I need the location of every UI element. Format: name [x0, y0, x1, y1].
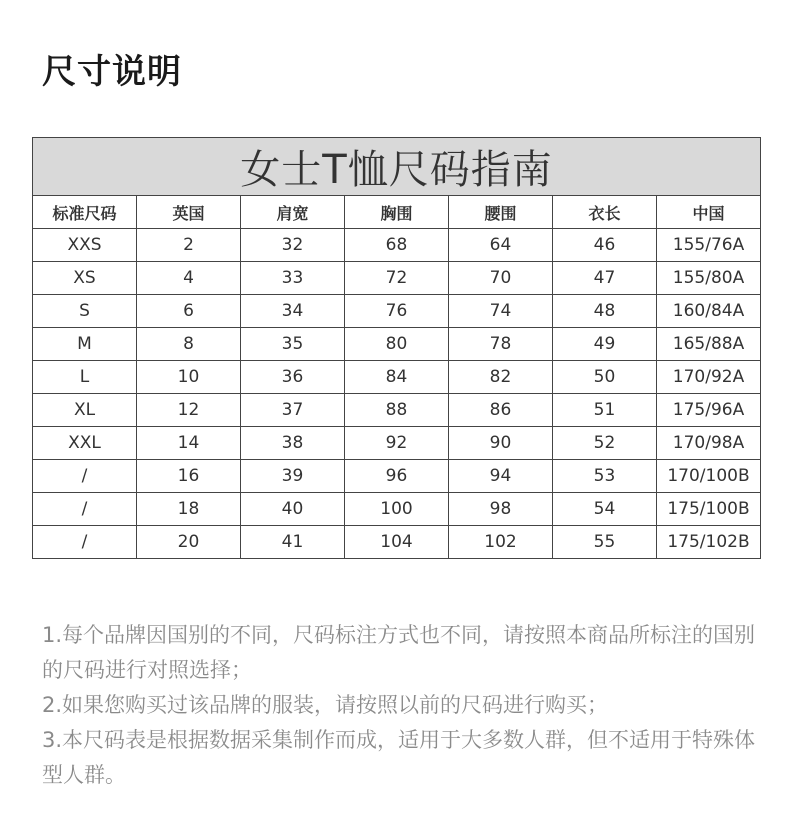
- table-cell: XXL: [33, 427, 137, 460]
- notes: [42, 618, 762, 793]
- table-header-row: [33, 196, 761, 229]
- table-cell: 35: [241, 328, 345, 361]
- table-cell: 47: [553, 262, 657, 295]
- table-cell: 53: [553, 460, 657, 493]
- table-cell: 72: [345, 262, 449, 295]
- note-item: 3.本尺码表是根据数据采集制作而成，适用于大多数人群，但不适用于特殊体型人群。: [42, 728, 756, 787]
- table-cell: 165/88A: [657, 328, 761, 361]
- table-cell: 48: [553, 295, 657, 328]
- table-cell: M: [33, 328, 137, 361]
- table-cell: 12: [137, 394, 241, 427]
- table-body: [33, 229, 761, 559]
- table-cell: /: [33, 460, 137, 493]
- table-cell: 37: [241, 394, 345, 427]
- note-item: 2.如果您购买过该品牌的服装，请按照以前的尺码进行购买；: [42, 693, 609, 717]
- table-cell: 34: [241, 295, 345, 328]
- table-cell: 74: [449, 295, 553, 328]
- table-cell: 70: [449, 262, 553, 295]
- table-cell: 100: [345, 493, 449, 526]
- table-cell: 78: [449, 328, 553, 361]
- header-china: 中国: [657, 196, 761, 229]
- table-cell: 41: [241, 526, 345, 559]
- table-cell: 80: [345, 328, 449, 361]
- table-row: [33, 493, 761, 526]
- table-cell: 175/96A: [657, 394, 761, 427]
- table-cell: 94: [449, 460, 553, 493]
- table-title: 女士T恤尺码指南: [33, 138, 761, 196]
- table-cell: 10: [137, 361, 241, 394]
- table-cell: 82: [449, 361, 553, 394]
- table-cell: 54: [553, 493, 657, 526]
- table-cell: 160/84A: [657, 295, 761, 328]
- table-cell: 38: [241, 427, 345, 460]
- table-cell: S: [33, 295, 137, 328]
- table-cell: 102: [449, 526, 553, 559]
- table-cell: 170/98A: [657, 427, 761, 460]
- table-row: [33, 229, 761, 262]
- table-cell: 175/100B: [657, 493, 761, 526]
- table-cell: 170/100B: [657, 460, 761, 493]
- header-uk: 英国: [137, 196, 241, 229]
- table-row: [33, 427, 761, 460]
- table-cell: 155/76A: [657, 229, 761, 262]
- table-cell: 2: [137, 229, 241, 262]
- table-row: [33, 361, 761, 394]
- table-cell: 46: [553, 229, 657, 262]
- table-cell: 18: [137, 493, 241, 526]
- table-row: [33, 295, 761, 328]
- table-cell: 16: [137, 460, 241, 493]
- table-cell: XXS: [33, 229, 137, 262]
- table-cell: 52: [553, 427, 657, 460]
- table-cell: 175/102B: [657, 526, 761, 559]
- table-cell: 76: [345, 295, 449, 328]
- table-cell: 49: [553, 328, 657, 361]
- table-cell: 32: [241, 229, 345, 262]
- table-cell: 55: [553, 526, 657, 559]
- table-cell: 20: [137, 526, 241, 559]
- table-cell: /: [33, 493, 137, 526]
- table-cell: 33: [241, 262, 345, 295]
- table-cell: 6: [137, 295, 241, 328]
- page-title: 尺寸说明: [42, 52, 182, 92]
- table-cell: 92: [345, 427, 449, 460]
- table-row: [33, 328, 761, 361]
- table-cell: 98: [449, 493, 553, 526]
- table-cell: XS: [33, 262, 137, 295]
- header-bust: 胸围: [345, 196, 449, 229]
- table-row: [33, 262, 761, 295]
- table-cell: 86: [449, 394, 553, 427]
- header-length: 衣长: [553, 196, 657, 229]
- table-cell: 170/92A: [657, 361, 761, 394]
- header-standard-size: 标准尺码: [33, 196, 137, 229]
- table-cell: 68: [345, 229, 449, 262]
- table-cell: L: [33, 361, 137, 394]
- note-item: 1.每个品牌因国别的不同，尺码标注方式也不同，请按照本商品所标注的国别的尺码进行对照选择；: [42, 623, 756, 682]
- table-cell: 36: [241, 361, 345, 394]
- table-cell: 39: [241, 460, 345, 493]
- table-cell: 4: [137, 262, 241, 295]
- size-guide-table: [32, 137, 761, 559]
- table-cell: 88: [345, 394, 449, 427]
- table-cell: XL: [33, 394, 137, 427]
- header-shoulder-width: 肩宽: [241, 196, 345, 229]
- table-cell: 104: [345, 526, 449, 559]
- table-cell: /: [33, 526, 137, 559]
- table-cell: 64: [449, 229, 553, 262]
- table-cell: 90: [449, 427, 553, 460]
- table-row: [33, 394, 761, 427]
- table-cell: 155/80A: [657, 262, 761, 295]
- table-cell: 84: [345, 361, 449, 394]
- table-cell: 96: [345, 460, 449, 493]
- table-cell: 50: [553, 361, 657, 394]
- table-row: [33, 526, 761, 559]
- table-cell: 14: [137, 427, 241, 460]
- table-title-row: [33, 138, 761, 196]
- table-row: [33, 460, 761, 493]
- table-cell: 40: [241, 493, 345, 526]
- header-waist: 腰围: [449, 196, 553, 229]
- table-cell: 51: [553, 394, 657, 427]
- table-cell: 8: [137, 328, 241, 361]
